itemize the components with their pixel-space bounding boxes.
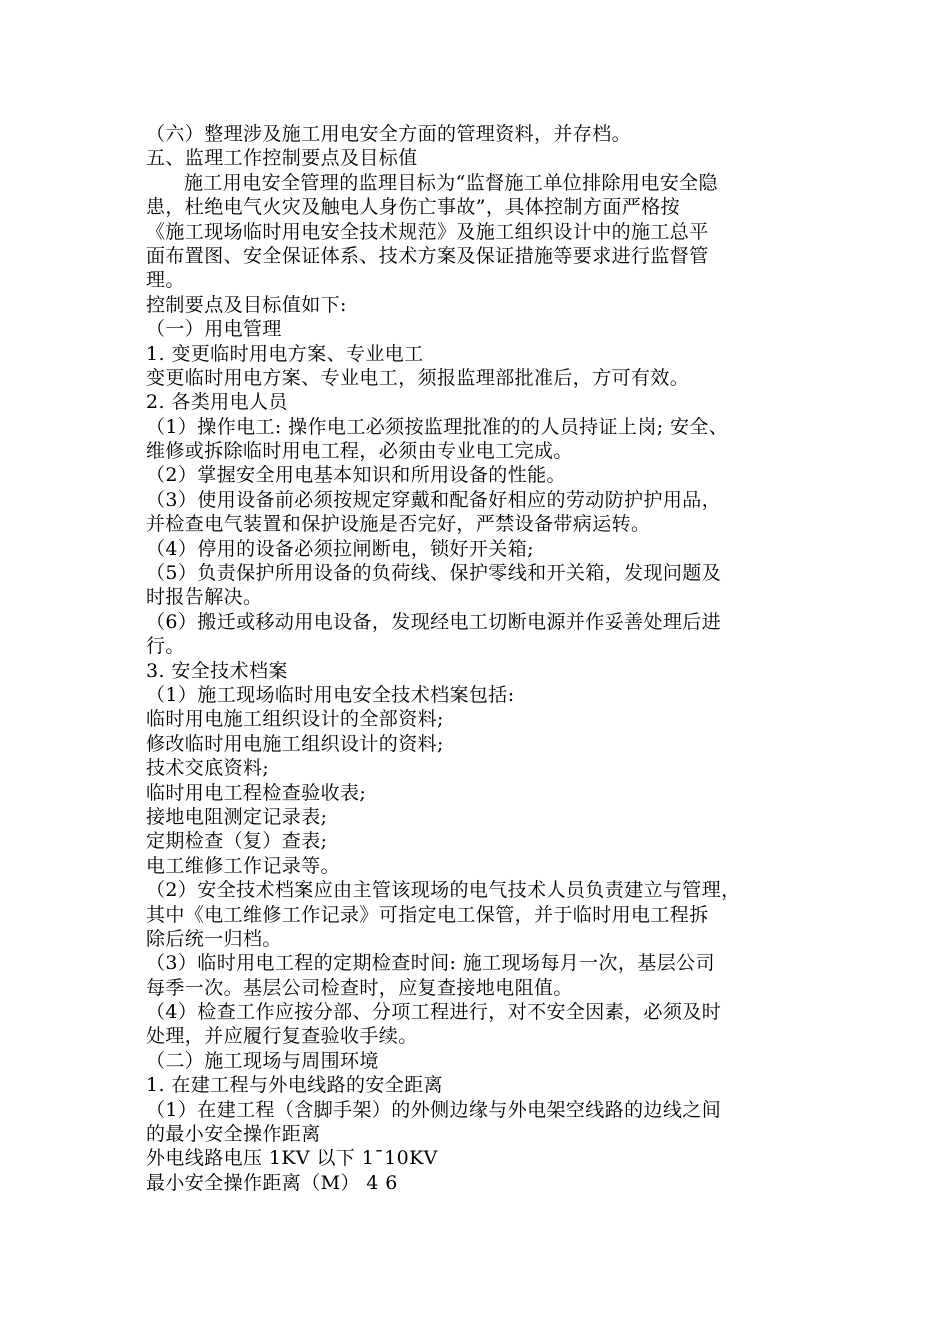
- text-line: 修改临时用电施工组织设计的资料;: [146, 732, 444, 755]
- text-line: 除后统一归档。: [146, 927, 282, 950]
- text-line: （1）操作电工: 操作电工必须按监理批准的的人员持证上岗; 安全、: [146, 415, 729, 438]
- text-line: （2）安全技术档案应由主管该现场的电气技术人员负责建立与管理，: [146, 879, 741, 902]
- document-page: [146, 122, 826, 1195]
- text-line: （六）整理涉及施工用电安全方面的管理资料，并存档。: [146, 123, 632, 145]
- text-line: 临时用电工程检查验收表;: [146, 781, 367, 804]
- text-line: 时报告解决。: [146, 586, 263, 609]
- text-line: 处理，并应履行复查验收手续。: [146, 1025, 418, 1048]
- text-line: （3）临时用电工程的定期检查时间: 施工现场每月一次，基层公司: [146, 952, 715, 975]
- text-line: （4）停用的设备必须拉闸断电，锁好开关箱;: [146, 537, 534, 560]
- subsection-heading: （一）用电管理: [146, 318, 282, 341]
- text-line: 其中《电工维修工作记录》可指定电工保管，并于临时用电工程拆: [146, 903, 709, 926]
- text-line: 接地电阻测定记录表;: [146, 805, 328, 828]
- text-line: （1）在建工程（含脚手架）的外侧边缘与外电架空线路的边线之间: [146, 1098, 722, 1121]
- item-heading: 1. 在建工程与外电线路的安全距离: [146, 1074, 443, 1097]
- text-line: 《施工现场临时用电安全技术规范》及施工组织设计中的施工总平: [146, 220, 709, 243]
- text-line: 技术交底资料;: [146, 757, 270, 780]
- text-line: 行。: [146, 635, 185, 658]
- text-line: （2）掌握安全用电基本知识和所用设备的性能。: [146, 464, 566, 487]
- text-line: （5）负责保护所用设备的负荷线、保护零线和开关箱，发现问题及: [146, 562, 722, 585]
- text-line: 面布置图、安全保证体系、技术方案及保证措施等要求进行监督管: [146, 244, 709, 267]
- text-line: 患，杜绝电气火灾及触电人身伤亡事故”，具体控制方面严格按: [146, 196, 680, 219]
- text-line: 电工维修工作记录等。: [146, 854, 341, 877]
- section-heading: 五、监理工作控制要点及目标值: [146, 147, 418, 170]
- table-header-row: 外电线路电压 1KV 以下 1¯10KV: [146, 1147, 438, 1170]
- text-line: 定期检查（复）查表;: [146, 830, 328, 853]
- text-line: 施工用电安全管理的监理目标为“监督施工单位排除用电安全隐: [184, 171, 718, 194]
- text-line: 控制要点及目标值如下:: [146, 293, 347, 316]
- text-line: 理。: [146, 269, 185, 292]
- text-line: 每季一次。基层公司检查时，应复查接地电阻值。: [146, 976, 573, 999]
- text-line: （1）施工现场临时用电安全技术档案包括:: [146, 683, 515, 706]
- text-line: （3）使用设备前必须按规定穿戴和配备好相应的劳动防护护用品，: [146, 488, 722, 511]
- text-line: 并检查电气装置和保护设施是否完好，严禁设备带病运转。: [146, 513, 651, 536]
- item-heading: 2. 各类用电人员: [146, 391, 288, 414]
- text-line: 的最小安全操作距离: [146, 1123, 321, 1146]
- text-line: （6）搬迁或移动用电设备，发现经电工切断电源并作妥善处理后进: [146, 610, 722, 633]
- table-value-row: 最小安全操作距离（M） 4 6: [146, 1171, 398, 1194]
- item-heading: 1. 变更临时用电方案、专业电工: [146, 342, 424, 365]
- text-line: 变更临时用电方案、专业电工，须报监理部批准后，方可有效。: [146, 366, 690, 389]
- item-heading: 3. 安全技术档案: [146, 659, 288, 682]
- text-line: 维修或拆除临时用电工程，必须由专业电工完成。: [146, 440, 573, 463]
- text-line: 临时用电施工组织设计的全部资料;: [146, 708, 444, 731]
- subsection-heading: （二）施工现场与周围环境: [146, 1049, 379, 1072]
- text-line: （4）检查工作应按分部、分项工程进行，对不安全因素，必须及时: [146, 1001, 722, 1024]
